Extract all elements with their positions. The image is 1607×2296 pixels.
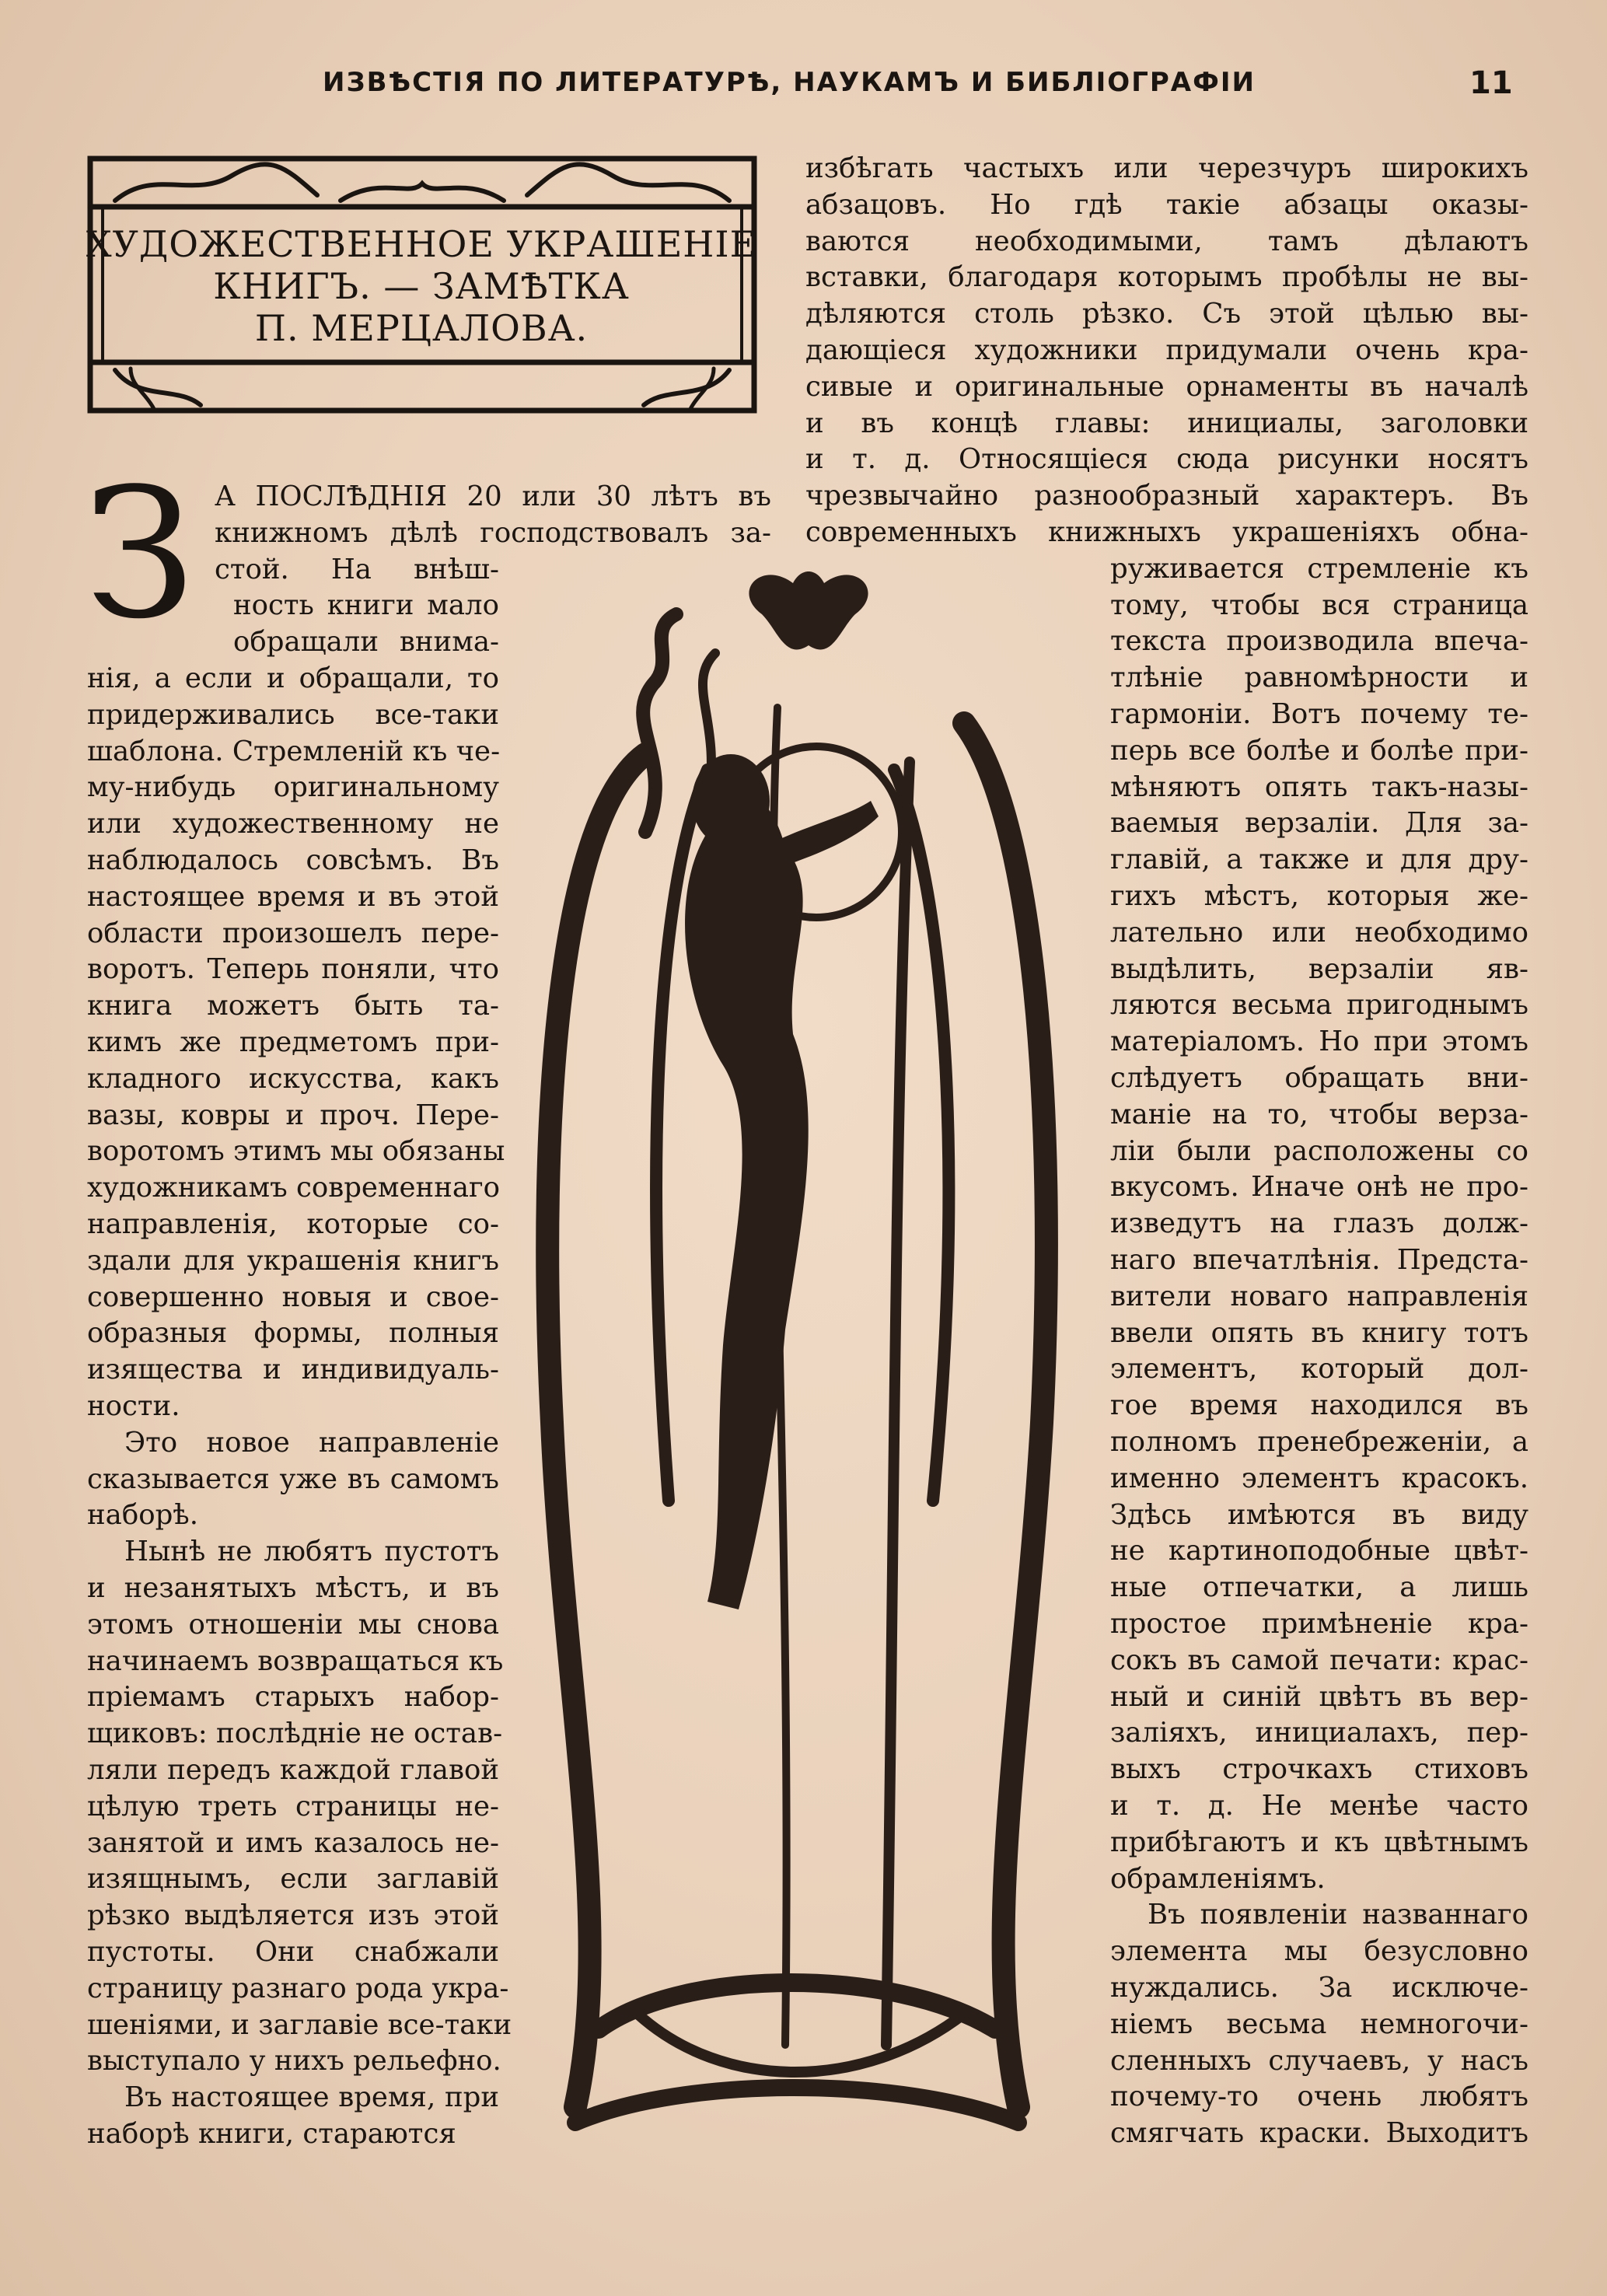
text-line: гармоніи. Вотъ почему те- bbox=[1110, 698, 1528, 730]
text-line: нуждались. За исключе- bbox=[1110, 1972, 1528, 2004]
text-line: абзацовъ. Но гдѣ такіе абзацы оказы- bbox=[805, 188, 1528, 221]
text-line: вазы, ковры и проч. Пере- bbox=[87, 1099, 499, 1131]
text-line: пріемамъ старыхъ набор- bbox=[87, 1681, 499, 1714]
text-line: начинаемъ возвращаться къ bbox=[87, 1644, 504, 1677]
text-line: вители новаго направленія bbox=[1110, 1280, 1528, 1312]
text-line: вкусомъ. Иначе онѣ не про- bbox=[1110, 1171, 1528, 1204]
text-line: рѣзко выдѣляется изъ этой bbox=[87, 1899, 499, 1932]
text-line: главій, а также и для дру- bbox=[1110, 844, 1528, 876]
text-line: изведутъ на глазъ долж- bbox=[1110, 1207, 1528, 1240]
text-line: простое примѣненіе кра- bbox=[1110, 1608, 1528, 1640]
text-line: Нынѣ не любятъ пустотъ bbox=[124, 1536, 499, 1568]
text-line: тому, чтобы вся страница bbox=[1110, 589, 1528, 621]
text-line: и въ концѣ главы: инициалы, заголовки bbox=[805, 407, 1528, 439]
text-line: ность книги мало bbox=[233, 589, 499, 622]
text-line: сказывается уже въ самомъ bbox=[87, 1463, 499, 1495]
text-line: направленія, которые со- bbox=[87, 1208, 499, 1240]
text-line: текста производила впеча- bbox=[1110, 625, 1528, 658]
text-line: пустоты. Они снабжали bbox=[87, 1936, 499, 1968]
text-line: А ПОСЛѢДНІЯ 20 или 30 лѣтъ въ bbox=[215, 481, 771, 512]
text-line: современныхъ книжныхъ украшеніяхъ обна- bbox=[805, 516, 1528, 548]
text-line: гихъ мѣстъ, которыя же- bbox=[1110, 880, 1528, 912]
text-line: Это новое направленіе bbox=[124, 1426, 499, 1459]
text-line: занятой и имъ казалось не- bbox=[87, 1826, 499, 1859]
text-line: ности. bbox=[87, 1390, 180, 1422]
text-line: полномъ пренебреженіи, а bbox=[1110, 1426, 1528, 1458]
text-line: здали для украшенія книгъ bbox=[87, 1244, 499, 1277]
text-line: наборѣ книги, стараются bbox=[87, 2118, 456, 2150]
woman-with-iris-illustration-icon bbox=[529, 568, 1065, 2161]
text-line: дѣляются столь рѣзко. Съ этой цѣлью вы- bbox=[805, 298, 1528, 330]
text-line: воротомъ этимъ мы обязаны bbox=[87, 1135, 505, 1168]
text-line: настоящее время и въ этой bbox=[87, 880, 499, 913]
text-line: и т. д. Относящіеся сюда рисунки носятъ bbox=[805, 443, 1528, 476]
text-line: кимъ же предметомъ при- bbox=[87, 1026, 499, 1058]
text-line: цѣлую треть страницы не- bbox=[87, 1790, 499, 1822]
text-line: этомъ отношеніи мы снова bbox=[87, 1608, 499, 1641]
text-line: шеніями, и заглавіе все-таки bbox=[87, 2008, 512, 2041]
title-line: КНИГЪ. — ЗАМѢТКА bbox=[213, 265, 630, 307]
text-line: придерживались все-таки bbox=[87, 698, 499, 731]
text-line: дающіеся художники придумали очень кра- bbox=[805, 334, 1528, 366]
drop-cap: З bbox=[84, 451, 196, 659]
text-line: тлѣніе равномѣрности и bbox=[1110, 662, 1528, 694]
text-line: книжномъ дѣлѣ господствовалъ за- bbox=[215, 516, 771, 549]
text-line: перь все болѣе и болѣе при- bbox=[1110, 734, 1528, 767]
text-line: шаблона. Стремленій къ че- bbox=[87, 735, 501, 767]
text-line: стой. На внѣш- bbox=[215, 553, 499, 585]
text-line: мѣняютъ опять такъ-назы- bbox=[1110, 771, 1528, 803]
running-head: ИЗВѢСТІЯ ПО ЛИТЕРАТУРѢ, НАУКАМЪ И БИБЛІОГРАФІИ bbox=[323, 67, 1256, 98]
text-line: элемента мы безусловно bbox=[1110, 1935, 1528, 1968]
text-line: ный и синій цвѣтъ въ вер- bbox=[1110, 1680, 1528, 1713]
text-line: не картиноподобные цвѣт- bbox=[1110, 1535, 1528, 1567]
text-line: маніе на то, чтобы верза- bbox=[1110, 1098, 1528, 1131]
text-line: лательно или необходимо bbox=[1110, 916, 1528, 949]
text-line: ввели опять въ книгу тотъ bbox=[1110, 1316, 1528, 1349]
text-line: воротъ. Теперь поняли, что bbox=[87, 953, 499, 986]
text-line: Въ настоящее время, при bbox=[124, 2081, 499, 2114]
text-line: художникамъ современнаго bbox=[87, 1172, 501, 1204]
text-line: ваются необходимыми, тамъ дѣлаютъ bbox=[805, 225, 1528, 257]
text-line: страницу разнаго рода укра- bbox=[87, 1972, 509, 2004]
text-line: избѣгать частыхъ или черезчуръ широкихъ bbox=[805, 152, 1528, 184]
text-line: ваемыя верзаліи. Для за- bbox=[1110, 807, 1528, 840]
text-line: сокъ въ самой печати: крас- bbox=[1110, 1644, 1528, 1676]
text-line: выдѣлить, верзаліи яв- bbox=[1110, 952, 1528, 985]
text-line: ліи были расположены со bbox=[1110, 1134, 1528, 1167]
article-title bbox=[86, 213, 757, 359]
text-line: прибѣгаютъ и къ цвѣтнымъ bbox=[1110, 1826, 1528, 1858]
text-line: выступало у нихъ рельефно. bbox=[87, 2045, 501, 2078]
text-line: вставки, благодаря которымъ пробѣлы не вы- bbox=[805, 261, 1528, 294]
text-line: ляются весьма пригоднымъ bbox=[1110, 989, 1528, 1022]
art-nouveau-illustration bbox=[529, 568, 1065, 2161]
text-line: образныя формы, полныя bbox=[87, 1317, 499, 1350]
text-line: слѣдуетъ обращать вни- bbox=[1110, 1062, 1528, 1094]
text-line: нія, а если и обращали, то bbox=[87, 662, 499, 694]
text-line: ные отпечатки, а лишь bbox=[1110, 1571, 1528, 1604]
text-line: чрезвычайно разнообразный характеръ. Въ bbox=[805, 480, 1528, 512]
text-line: элементъ, который дол- bbox=[1110, 1353, 1528, 1386]
title-line: П. МЕРЦАЛОВА. bbox=[254, 307, 589, 349]
text-line: смягчать краски. Выходитъ bbox=[1110, 2117, 1528, 2150]
text-line: щиковъ: послѣдніе не остав- bbox=[87, 1718, 503, 1750]
title-line: ХУДОЖЕСТВЕННОЕ УКРАШЕНІЕ bbox=[86, 223, 757, 265]
text-line: наборѣ. bbox=[87, 1499, 198, 1532]
text-line: совершенно новыя и свое- bbox=[87, 1281, 499, 1313]
text-line: му-нибудь оригинальному bbox=[87, 771, 499, 804]
text-line: изящнымъ, если заглавій bbox=[87, 1863, 499, 1896]
text-line: сивые и оригинальные орнаменты въ началѣ bbox=[805, 370, 1528, 403]
text-line: руживается стремленіе къ bbox=[1110, 552, 1528, 585]
text-line: и незанятыхъ мѣстъ, и въ bbox=[87, 1572, 499, 1604]
text-line: кладного искусства, какъ bbox=[87, 1062, 499, 1095]
text-line: выхъ строчкахъ стиховъ bbox=[1110, 1753, 1528, 1786]
text-line: области произошелъ пере- bbox=[87, 917, 499, 949]
text-line: Здѣсь имѣются въ виду bbox=[1110, 1498, 1528, 1531]
text-line: гое время находился въ bbox=[1110, 1389, 1528, 1422]
text-line: матеріаломъ. Но при этомъ bbox=[1110, 1026, 1528, 1058]
text-line: обращали внима- bbox=[233, 626, 499, 659]
text-line: именно элементъ красокъ. bbox=[1110, 1462, 1528, 1494]
title-frame bbox=[84, 152, 760, 417]
text-line: книга можетъ быть та- bbox=[87, 990, 499, 1022]
text-line: обрамленіямъ. bbox=[1110, 1862, 1326, 1895]
text-line: почему-то очень любятъ bbox=[1110, 2081, 1528, 2113]
text-line: или художественному не bbox=[87, 808, 499, 840]
text-line: Въ появленіи названнаго bbox=[1148, 1899, 1528, 1931]
text-line: изящества и индивидуаль- bbox=[87, 1354, 499, 1386]
text-line: ніемъ весьма немногочи- bbox=[1110, 2008, 1528, 2040]
text-line: ляли передъ каждой главой bbox=[87, 1754, 499, 1786]
text-line: и т. д. Не менѣе часто bbox=[1110, 1790, 1528, 1822]
text-line: заліяхъ, инициалахъ, пер- bbox=[1110, 1717, 1528, 1749]
text-line: сленныхъ случаевъ, у насъ bbox=[1110, 2044, 1528, 2077]
page-number: 11 bbox=[1469, 65, 1513, 101]
text-line: наго впечатлѣнія. Предста- bbox=[1110, 1244, 1528, 1276]
text-line: наблюдалось совсѣмъ. Въ bbox=[87, 844, 499, 876]
